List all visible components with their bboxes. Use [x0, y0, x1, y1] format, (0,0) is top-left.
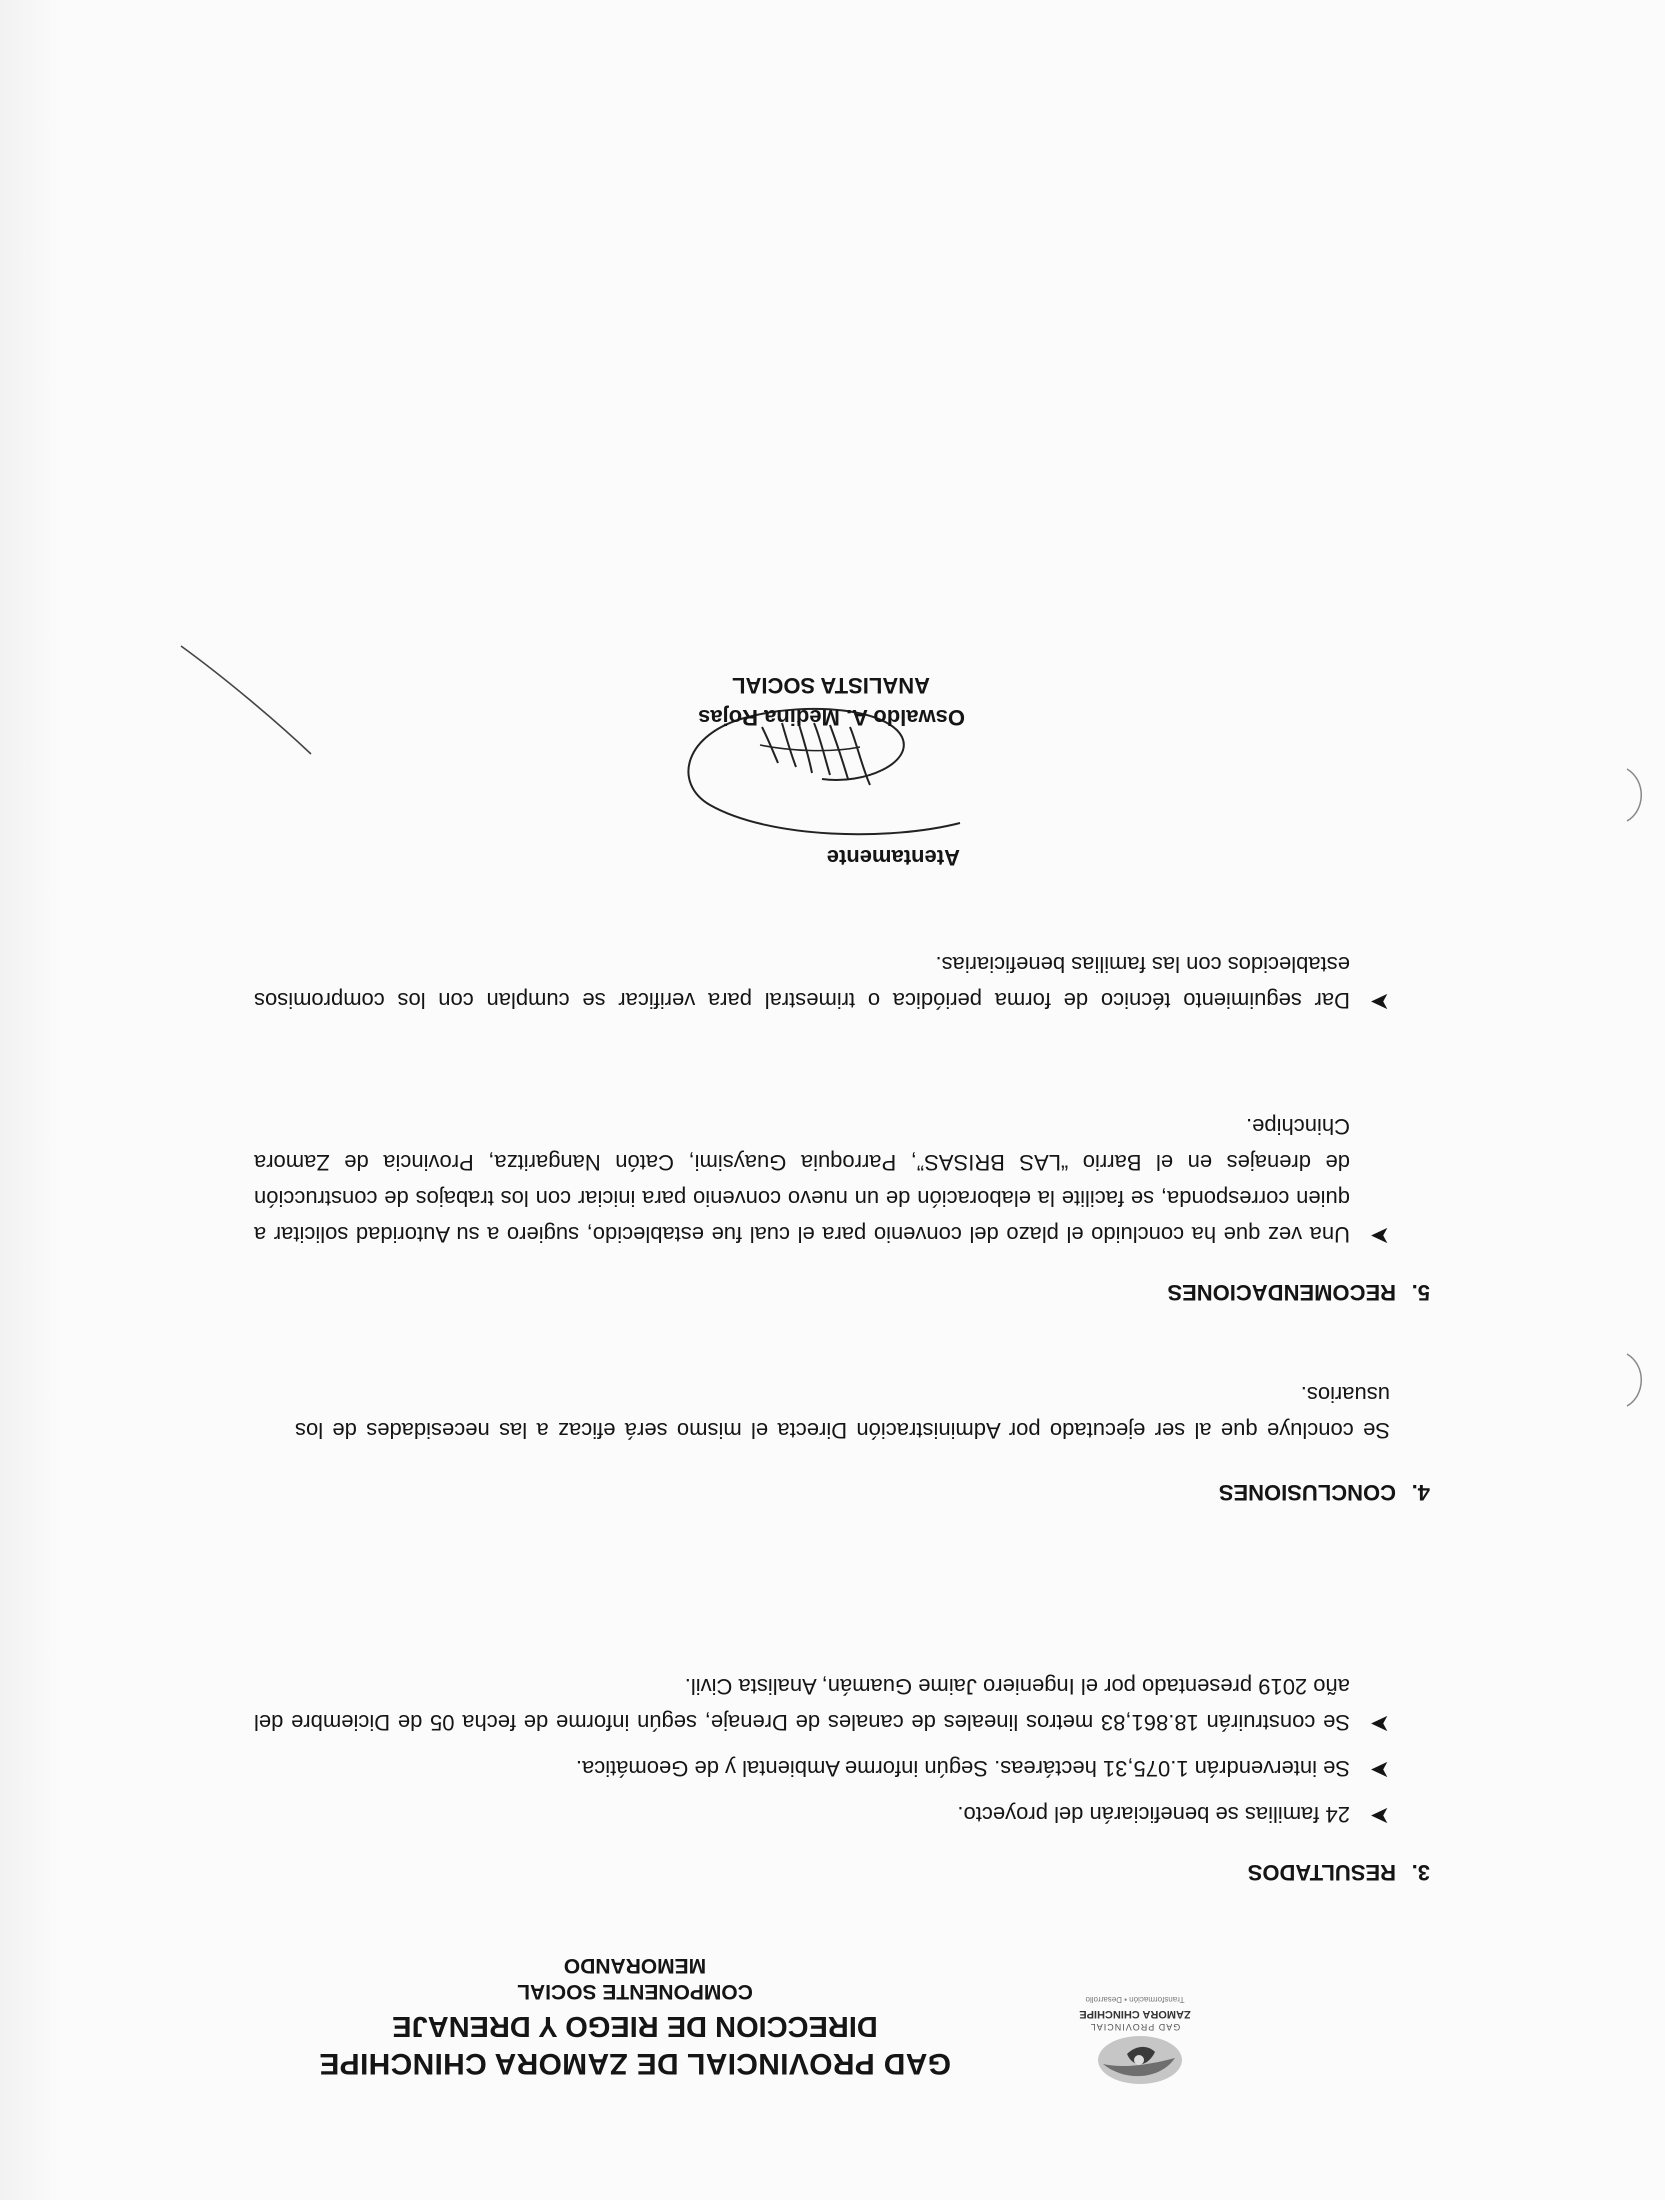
recommendation-item [254, 1108, 1390, 1252]
results-item [254, 1750, 1390, 1786]
signatory-name: Oswaldo A. Medina Rojas [698, 705, 965, 730]
results-text: 24 familias se beneficiarán del proyecto. [957, 1802, 1350, 1827]
results-text: Se construirán 18.861,83 metros lineales de canales de Drenaje, según informe de fecha 05 de Diciembre del año 2019 presentado por el Ingeniero Jaime Guamán, Analista Civil. [254, 1674, 1350, 1735]
closing-salutation: Atentamente [826, 845, 960, 870]
logo-text-slogan: Transformación • Desarrollo [1085, 1995, 1185, 2004]
department-title: DIRECCION DE RIEGO Y DRENAJE [392, 2010, 878, 2043]
conclusions-text: Se concluye que al ser ejecutado por Administración Directa el mismo será eficaz a las necesidades de los usuarios. [295, 1382, 1390, 1443]
recommendation-item [254, 946, 1390, 1018]
logo-emblem-icon [1095, 2034, 1185, 2090]
component-title: COMPONENTE SOCIAL [517, 1980, 753, 2004]
signatory-role: ANALISTA SOCIAL [732, 673, 930, 698]
logo-text-province: ZAMORA CHINCHIPE [1079, 2008, 1191, 2020]
results-item [254, 1796, 1390, 1832]
punch-hole-mark [1615, 765, 1655, 825]
conclusions-heading [1219, 1479, 1430, 1505]
memo-header [275, 1952, 995, 2082]
arrow-bullet-icon: ➤ [1369, 1756, 1390, 1783]
conclusions-number: 4. [1411, 1480, 1430, 1505]
document-type: MEMORANDO [563, 1954, 707, 1977]
results-heading [1248, 1859, 1430, 1885]
org-title: GAD PROVINCIAL DE ZAMORA CHINCHIPE [319, 2047, 951, 2080]
results-title: RESULTADOS [1247, 1860, 1396, 1885]
recommendation-text: Dar seguimiento técnico de forma periódica o trimestral para verificar se cumplan con los compromisos establecidos con las familias beneficiarias. [254, 952, 1350, 1013]
arrow-bullet-icon: ➤ [1369, 988, 1390, 1015]
recommendations-heading [1167, 1279, 1430, 1305]
recommendation-text: Una vez que ha concluido el plazo del convenio para el cual fue establecido, sugiero a su Autoridad solicitar a quien corresponda, se facilite la elaboración de un nuevo convenio para iniciar con los trabajos de construcción de drenajes en el Barrio “LAS BRISAS”, Parroquia Guaysimi, Catón Nangaritza, Provincia de Zamora Chinchipe. [254, 1114, 1350, 1247]
scan-shadow [0, 0, 60, 2200]
punch-hole-mark [1615, 1350, 1655, 1410]
recommendations-number: 5. [1411, 1280, 1430, 1305]
arrow-bullet-icon: ➤ [1369, 1802, 1390, 1829]
recommendations-title: RECOMENDACIONES [1167, 1280, 1396, 1305]
results-text: Se intervendrán 1.075,31 hectáreas. Según informe Ambiental y de Geomática. [575, 1756, 1350, 1781]
logo-text-gad: GAD PROVINCIAL [1089, 2022, 1181, 2032]
conclusions-title: CONCLUSIONES [1218, 1480, 1396, 1505]
results-item [254, 1668, 1390, 1740]
pen-stroke-mark [175, 640, 315, 760]
arrow-bullet-icon: ➤ [1369, 1710, 1390, 1737]
arrow-bullet-icon: ➤ [1369, 1222, 1390, 1249]
results-number: 3. [1411, 1860, 1430, 1885]
gad-logo [1045, 1970, 1225, 2090]
